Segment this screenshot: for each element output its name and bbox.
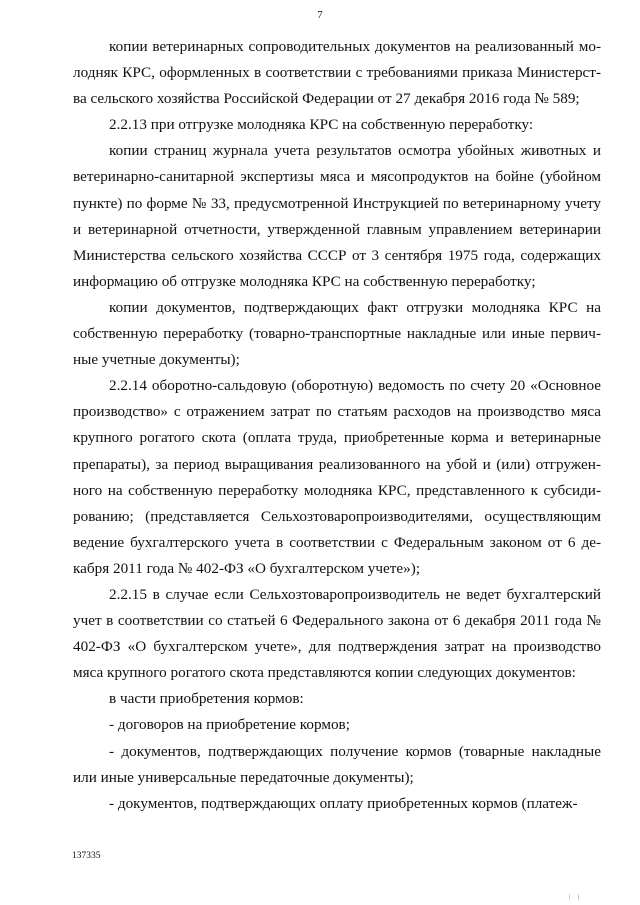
paragraph-2-2-13: 2.2.13 при отгрузке молодняка КРС на собственную переработку:: [109, 116, 534, 134]
list-item-feed-contracts: - договоров на приобретение кормов;: [109, 716, 350, 734]
document-body: [73, 34, 601, 817]
paragraph-vet-documents: копии ветеринарных сопроводительных документов на реализованный молодняк КРС, оформленных в соответствии с требованиями приказа Министерства сельского хозяйства Российской Федерации от 27 декабря 2016 года № 589;: [73, 38, 601, 108]
paragraph-2-2-14: 2.2.14 оборотно-сальдовую (оборотную) ведомость по счету 20 «Основное производство» с отражением затрат по статьям расходов на производство мяса крупного рогатого скота (оплата труда, приобретенные корма и ветеринарные препараты), за период выращивания реализованного на убой и (или) отгруженного на собственную переработку молодняка КРС, представленного к субсидированию; (представляется Сельхозтоваропроизводителями, осуществляющим ведение бухгалтерского учета в соответствии с Федеральным законом от 6 декабря 2011 года № 402-ФЗ «О бухгалтерском учете»);: [73, 377, 601, 577]
paragraph-2-2-15: 2.2.15 в случае если Сельхозтоваропроизводитель не ведет бухгалтерский учет в соответствии со статьей 6 Федерального закона от 6 декабря 2011 года № 402-ФЗ «О бухгалтерском учете», для подтверждения затрат на производство мяса крупного рогатого скота представляются копии следующих документов:: [73, 585, 601, 682]
page-number: 7: [317, 9, 323, 21]
paragraph-feed-purchase-heading: в части приобретения кормов:: [109, 690, 304, 708]
corner-mark: | |: [569, 893, 583, 901]
paragraph-journal-copies: копии страниц журнала учета результатов осмотра убойных животных и ветеринарно-санитарной экспертизы мяса и мясопродуктов на бойне (убойном пункте) по форме № 33, предусмотренной Инструкцией по ветеринарному учету и ветеринарной отчетности, утвержденной главным управлением ветеринарии Министерства сельского хозяйства СССР от 3 сентября 1975 года, содержащих информацию об отгрузке молодняка КРС на собственную переработку;: [73, 142, 601, 290]
list-item-feed-payment-documents: - документов, подтверждающих оплату приобретенных кормов (платеж-: [109, 794, 578, 812]
list-item-feed-receipt-documents: - документов, подтверждающих получение кормов (товарные накладные или иные универсальные передаточные документы);: [73, 742, 601, 786]
paragraph-shipment-documents: копии документов, подтверждающих факт отгрузки молодняка КРС на собственную переработку (товарно-транспортные накладные или иные первичные учетные документы);: [73, 298, 601, 369]
document-code: 137335: [72, 851, 101, 861]
